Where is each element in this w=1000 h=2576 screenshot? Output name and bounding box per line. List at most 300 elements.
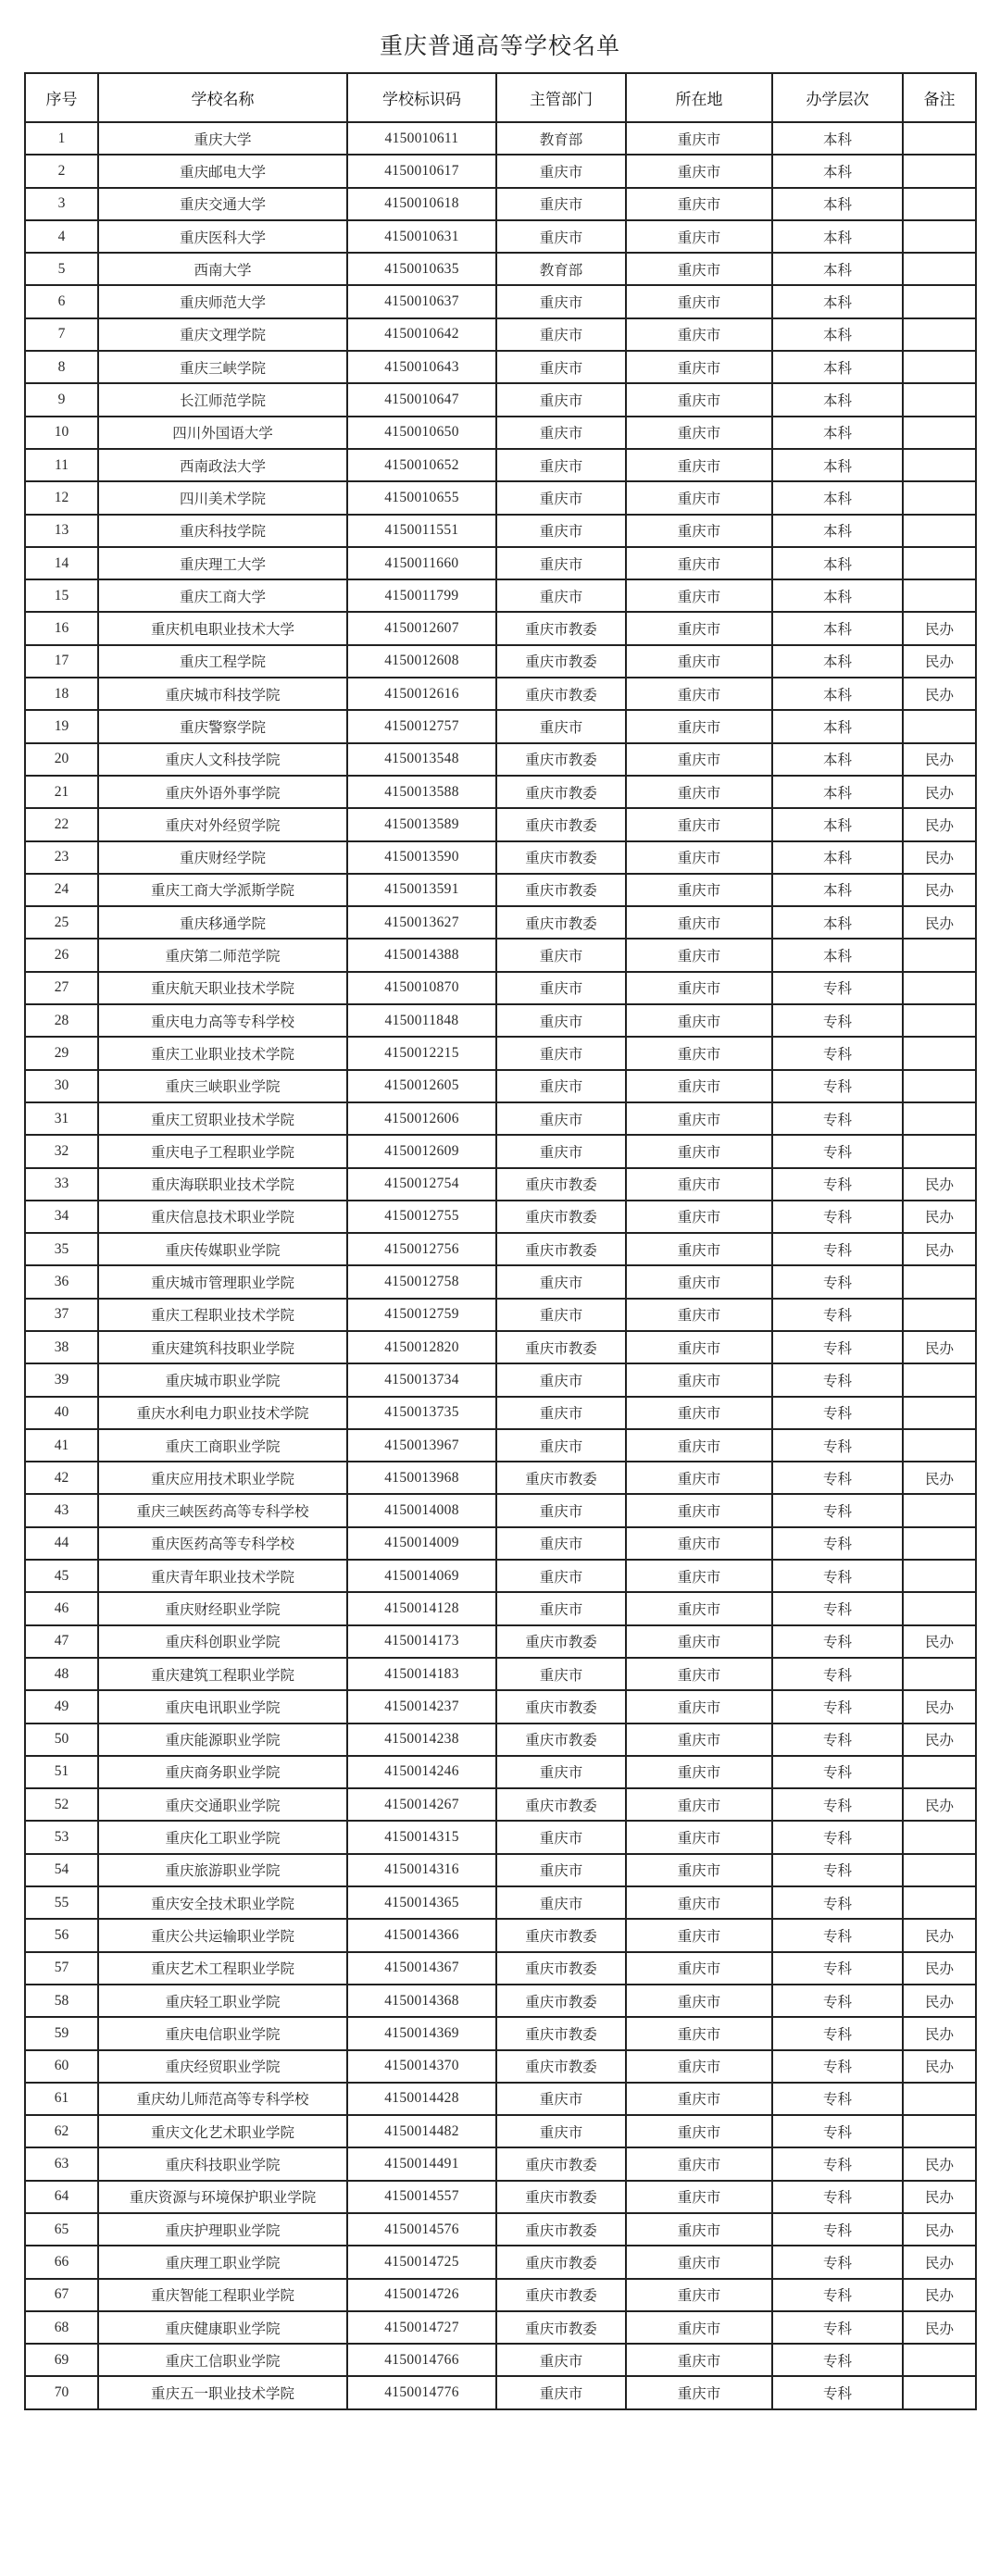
table-row bbox=[25, 1952, 976, 1985]
cell-index: 5 bbox=[25, 253, 98, 285]
cell-remarks: 民办 bbox=[903, 2246, 976, 2278]
cell-remarks bbox=[903, 1494, 976, 1526]
cell-remarks bbox=[903, 1004, 976, 1037]
cell-department: 教育部 bbox=[496, 253, 626, 285]
cell-level: 专科 bbox=[772, 1985, 903, 2017]
table-row bbox=[25, 2376, 976, 2408]
cell-school-code: 4150014315 bbox=[347, 1821, 496, 1853]
cell-school-code: 4150010655 bbox=[347, 481, 496, 514]
cell-school-code: 4150010647 bbox=[347, 383, 496, 416]
cell-index: 55 bbox=[25, 1886, 98, 1919]
cell-school-code: 4150013589 bbox=[347, 808, 496, 840]
cell-remarks bbox=[903, 710, 976, 742]
cell-location: 重庆市 bbox=[626, 285, 772, 317]
cell-index: 16 bbox=[25, 612, 98, 644]
cell-school-code: 4150014491 bbox=[347, 2147, 496, 2180]
table-row bbox=[25, 155, 976, 187]
cell-department: 重庆市教委 bbox=[496, 1462, 626, 1494]
cell-level: 专科 bbox=[772, 1886, 903, 1919]
cell-index: 50 bbox=[25, 1724, 98, 1756]
cell-department: 重庆市教委 bbox=[496, 1788, 626, 1821]
table-row bbox=[25, 1429, 976, 1462]
cell-level: 专科 bbox=[772, 1494, 903, 1526]
table-header-row bbox=[25, 73, 976, 122]
cell-department: 重庆市教委 bbox=[496, 2213, 626, 2246]
table-row bbox=[25, 1756, 976, 1788]
cell-department: 重庆市 bbox=[496, 417, 626, 449]
cell-level: 本科 bbox=[772, 417, 903, 449]
cell-remarks: 民办 bbox=[903, 2017, 976, 2049]
cell-school-code: 4150012605 bbox=[347, 1070, 496, 1102]
cell-level: 本科 bbox=[772, 285, 903, 317]
cell-index: 63 bbox=[25, 2147, 98, 2180]
cell-level: 专科 bbox=[772, 1658, 903, 1690]
cell-school-code: 4150014725 bbox=[347, 2246, 496, 2278]
cell-school-name: 重庆文化艺术职业学院 bbox=[98, 2115, 347, 2147]
cell-school-name: 重庆大学 bbox=[98, 122, 347, 155]
cell-school-name: 重庆外语外事学院 bbox=[98, 776, 347, 808]
cell-level: 专科 bbox=[772, 2017, 903, 2049]
cell-department: 重庆市 bbox=[496, 318, 626, 351]
cell-department: 重庆市 bbox=[496, 1004, 626, 1037]
cell-department: 重庆市教委 bbox=[496, 776, 626, 808]
cell-school-code: 4150014369 bbox=[347, 2017, 496, 2049]
cell-school-code: 4150010637 bbox=[347, 285, 496, 317]
cell-index: 12 bbox=[25, 481, 98, 514]
cell-remarks bbox=[903, 972, 976, 1004]
cell-school-name: 重庆能源职业学院 bbox=[98, 1724, 347, 1756]
cell-department: 重庆市 bbox=[496, 515, 626, 547]
cell-department: 重庆市教委 bbox=[496, 2181, 626, 2213]
cell-index: 1 bbox=[25, 122, 98, 155]
table-row bbox=[25, 1004, 976, 1037]
cell-location: 重庆市 bbox=[626, 1592, 772, 1624]
header-department: 主管部门 bbox=[496, 73, 626, 122]
cell-level: 本科 bbox=[772, 253, 903, 285]
cell-index: 60 bbox=[25, 2050, 98, 2083]
cell-index: 9 bbox=[25, 383, 98, 416]
cell-index: 39 bbox=[25, 1363, 98, 1396]
cell-school-code: 4150013734 bbox=[347, 1363, 496, 1396]
cell-school-name: 重庆邮电大学 bbox=[98, 155, 347, 187]
cell-school-code: 4150010617 bbox=[347, 155, 496, 187]
cell-school-code: 4150012757 bbox=[347, 710, 496, 742]
cell-index: 4 bbox=[25, 220, 98, 253]
cell-index: 28 bbox=[25, 1004, 98, 1037]
table-row bbox=[25, 2213, 976, 2246]
cell-remarks bbox=[903, 2115, 976, 2147]
cell-level: 专科 bbox=[772, 1821, 903, 1853]
cell-school-code: 4150012820 bbox=[347, 1331, 496, 1363]
cell-level: 本科 bbox=[772, 612, 903, 644]
cell-school-code: 4150013627 bbox=[347, 906, 496, 939]
cell-level: 专科 bbox=[772, 1168, 903, 1201]
cell-remarks bbox=[903, 449, 976, 481]
cell-level: 专科 bbox=[772, 1756, 903, 1788]
cell-index: 6 bbox=[25, 285, 98, 317]
table-row bbox=[25, 2147, 976, 2180]
cell-index: 27 bbox=[25, 972, 98, 1004]
cell-level: 专科 bbox=[772, 2083, 903, 2115]
cell-level: 专科 bbox=[772, 1690, 903, 1723]
cell-school-name: 重庆科创职业学院 bbox=[98, 1625, 347, 1658]
table-row bbox=[25, 1592, 976, 1624]
cell-department: 重庆市 bbox=[496, 1756, 626, 1788]
cell-school-code: 4150011660 bbox=[347, 547, 496, 579]
cell-school-code: 4150012759 bbox=[347, 1299, 496, 1331]
cell-index: 61 bbox=[25, 2083, 98, 2115]
cell-school-name: 重庆三峡医药高等专科学校 bbox=[98, 1494, 347, 1526]
cell-remarks bbox=[903, 1135, 976, 1167]
table-row bbox=[25, 2181, 976, 2213]
cell-remarks: 民办 bbox=[903, 874, 976, 906]
cell-level: 专科 bbox=[772, 1527, 903, 1560]
table-row bbox=[25, 1658, 976, 1690]
table-row bbox=[25, 2083, 976, 2115]
cell-department: 重庆市 bbox=[496, 155, 626, 187]
cell-school-name: 西南大学 bbox=[98, 253, 347, 285]
cell-index: 35 bbox=[25, 1233, 98, 1265]
cell-school-name: 重庆三峡职业学院 bbox=[98, 1070, 347, 1102]
cell-level: 专科 bbox=[772, 1625, 903, 1658]
cell-level: 专科 bbox=[772, 1724, 903, 1756]
cell-department: 重庆市 bbox=[496, 1265, 626, 1298]
cell-remarks bbox=[903, 188, 976, 220]
cell-school-code: 4150014428 bbox=[347, 2083, 496, 2115]
cell-remarks: 民办 bbox=[903, 1788, 976, 1821]
cell-department: 重庆市教委 bbox=[496, 1168, 626, 1201]
cell-department: 重庆市教委 bbox=[496, 1952, 626, 1985]
cell-location: 重庆市 bbox=[626, 1788, 772, 1821]
cell-location: 重庆市 bbox=[626, 1429, 772, 1462]
cell-location: 重庆市 bbox=[626, 1985, 772, 2017]
cell-school-name: 重庆艺术工程职业学院 bbox=[98, 1952, 347, 1985]
document-title: 重庆普通高等学校名单 bbox=[379, 32, 620, 59]
cell-index: 29 bbox=[25, 1037, 98, 1069]
cell-index: 38 bbox=[25, 1331, 98, 1363]
cell-school-code: 4150014557 bbox=[347, 2181, 496, 2213]
cell-school-code: 4150010618 bbox=[347, 188, 496, 220]
cell-remarks bbox=[903, 2376, 976, 2408]
cell-department: 重庆市 bbox=[496, 220, 626, 253]
cell-remarks: 民办 bbox=[903, 1724, 976, 1756]
cell-department: 重庆市教委 bbox=[496, 808, 626, 840]
cell-school-code: 4150010652 bbox=[347, 449, 496, 481]
cell-level: 本科 bbox=[772, 383, 903, 416]
cell-department: 重庆市 bbox=[496, 1363, 626, 1396]
table-row bbox=[25, 220, 976, 253]
cell-index: 70 bbox=[25, 2376, 98, 2408]
cell-department: 重庆市 bbox=[496, 351, 626, 383]
cell-remarks bbox=[903, 1037, 976, 1069]
cell-school-name: 重庆商务职业学院 bbox=[98, 1756, 347, 1788]
cell-remarks: 民办 bbox=[903, 2050, 976, 2083]
cell-school-name: 重庆建筑科技职业学院 bbox=[98, 1331, 347, 1363]
cell-location: 重庆市 bbox=[626, 2050, 772, 2083]
cell-location: 重庆市 bbox=[626, 2181, 772, 2213]
cell-location: 重庆市 bbox=[626, 220, 772, 253]
cell-remarks: 民办 bbox=[903, 1952, 976, 1985]
cell-remarks: 民办 bbox=[903, 906, 976, 939]
cell-level: 专科 bbox=[772, 1331, 903, 1363]
cell-school-name: 重庆电子工程职业学院 bbox=[98, 1135, 347, 1167]
cell-remarks: 民办 bbox=[903, 1168, 976, 1201]
cell-school-code: 4150012607 bbox=[347, 612, 496, 644]
cell-school-code: 4150014370 bbox=[347, 2050, 496, 2083]
cell-school-code: 4150014367 bbox=[347, 1952, 496, 1985]
cell-school-code: 4150013735 bbox=[347, 1397, 496, 1429]
cell-level: 专科 bbox=[772, 2115, 903, 2147]
cell-index: 59 bbox=[25, 2017, 98, 2049]
cell-school-code: 4150014776 bbox=[347, 2376, 496, 2408]
table-row bbox=[25, 188, 976, 220]
table-row bbox=[25, 1037, 976, 1069]
cell-school-name: 重庆理工职业学院 bbox=[98, 2246, 347, 2278]
cell-location: 重庆市 bbox=[626, 1494, 772, 1526]
cell-school-name: 重庆幼儿师范高等专科学校 bbox=[98, 2083, 347, 2115]
cell-school-code: 4150012616 bbox=[347, 678, 496, 710]
cell-school-code: 4150010643 bbox=[347, 351, 496, 383]
table-row bbox=[25, 1821, 976, 1853]
cell-department: 重庆市教委 bbox=[496, 2050, 626, 2083]
cell-level: 专科 bbox=[772, 1788, 903, 1821]
cell-school-name: 重庆电讯职业学院 bbox=[98, 1690, 347, 1723]
cell-remarks: 民办 bbox=[903, 1201, 976, 1233]
table-row bbox=[25, 1397, 976, 1429]
cell-location: 重庆市 bbox=[626, 1821, 772, 1853]
cell-level: 本科 bbox=[772, 645, 903, 678]
cell-index: 62 bbox=[25, 2115, 98, 2147]
cell-school-code: 4150010870 bbox=[347, 972, 496, 1004]
cell-index: 23 bbox=[25, 841, 98, 874]
cell-index: 40 bbox=[25, 1397, 98, 1429]
cell-department: 重庆市 bbox=[496, 2115, 626, 2147]
table-row bbox=[25, 612, 976, 644]
table-row bbox=[25, 776, 976, 808]
cell-location: 重庆市 bbox=[626, 2344, 772, 2376]
cell-school-code: 4150012609 bbox=[347, 1135, 496, 1167]
table-row bbox=[25, 1724, 976, 1756]
table-row bbox=[25, 1168, 976, 1201]
cell-level: 本科 bbox=[772, 351, 903, 383]
cell-school-name: 重庆工商大学派斯学院 bbox=[98, 874, 347, 906]
cell-level: 专科 bbox=[772, 2147, 903, 2180]
cell-school-name: 重庆机电职业技术大学 bbox=[98, 612, 347, 644]
cell-level: 本科 bbox=[772, 547, 903, 579]
cell-school-name: 重庆移通学院 bbox=[98, 906, 347, 939]
cell-school-code: 4150014128 bbox=[347, 1592, 496, 1624]
cell-school-code: 4150010611 bbox=[347, 122, 496, 155]
cell-school-code: 4150014173 bbox=[347, 1625, 496, 1658]
cell-remarks bbox=[903, 253, 976, 285]
cell-department: 重庆市 bbox=[496, 285, 626, 317]
cell-school-name: 四川美术学院 bbox=[98, 481, 347, 514]
cell-remarks bbox=[903, 155, 976, 187]
cell-level: 本科 bbox=[772, 743, 903, 776]
table-row bbox=[25, 906, 976, 939]
cell-index: 7 bbox=[25, 318, 98, 351]
cell-location: 重庆市 bbox=[626, 972, 772, 1004]
cell-remarks bbox=[903, 547, 976, 579]
cell-school-name: 重庆信息技术职业学院 bbox=[98, 1201, 347, 1233]
cell-location: 重庆市 bbox=[626, 1397, 772, 1429]
cell-index: 69 bbox=[25, 2344, 98, 2376]
cell-location: 重庆市 bbox=[626, 2311, 772, 2344]
cell-department: 重庆市 bbox=[496, 481, 626, 514]
cell-index: 33 bbox=[25, 1168, 98, 1201]
cell-school-name: 重庆建筑工程职业学院 bbox=[98, 1658, 347, 1690]
table-row bbox=[25, 481, 976, 514]
cell-level: 专科 bbox=[772, 2311, 903, 2344]
cell-school-name: 重庆水利电力职业技术学院 bbox=[98, 1397, 347, 1429]
cell-location: 重庆市 bbox=[626, 2246, 772, 2278]
cell-department: 重庆市 bbox=[496, 2083, 626, 2115]
cell-index: 24 bbox=[25, 874, 98, 906]
cell-school-code: 4150014267 bbox=[347, 1788, 496, 1821]
cell-department: 重庆市 bbox=[496, 1592, 626, 1624]
cell-level: 本科 bbox=[772, 515, 903, 547]
cell-level: 专科 bbox=[772, 2376, 903, 2408]
cell-location: 重庆市 bbox=[626, 318, 772, 351]
cell-school-name: 重庆轻工职业学院 bbox=[98, 1985, 347, 2017]
cell-level: 本科 bbox=[772, 155, 903, 187]
cell-department: 重庆市教委 bbox=[496, 743, 626, 776]
cell-department: 重庆市 bbox=[496, 1397, 626, 1429]
table-row bbox=[25, 1462, 976, 1494]
cell-department: 重庆市 bbox=[496, 1854, 626, 1886]
cell-location: 重庆市 bbox=[626, 743, 772, 776]
cell-school-name: 重庆五一职业技术学院 bbox=[98, 2376, 347, 2408]
cell-level: 本科 bbox=[772, 808, 903, 840]
cell-school-name: 重庆工商大学 bbox=[98, 579, 347, 612]
cell-location: 重庆市 bbox=[626, 1265, 772, 1298]
cell-location: 重庆市 bbox=[626, 1363, 772, 1396]
table-row bbox=[25, 351, 976, 383]
cell-school-name: 重庆科技职业学院 bbox=[98, 2147, 347, 2180]
table-row bbox=[25, 841, 976, 874]
cell-level: 本科 bbox=[772, 481, 903, 514]
cell-location: 重庆市 bbox=[626, 417, 772, 449]
cell-school-code: 4150014316 bbox=[347, 1854, 496, 1886]
cell-level: 本科 bbox=[772, 579, 903, 612]
cell-level: 专科 bbox=[772, 1037, 903, 1069]
cell-school-name: 重庆医药高等专科学校 bbox=[98, 1527, 347, 1560]
cell-remarks bbox=[903, 1592, 976, 1624]
cell-location: 重庆市 bbox=[626, 1004, 772, 1037]
cell-index: 21 bbox=[25, 776, 98, 808]
cell-department: 重庆市 bbox=[496, 1494, 626, 1526]
cell-index: 48 bbox=[25, 1658, 98, 1690]
cell-level: 专科 bbox=[772, 1102, 903, 1135]
cell-remarks: 民办 bbox=[903, 743, 976, 776]
cell-remarks bbox=[903, 1102, 976, 1135]
table-row bbox=[25, 417, 976, 449]
cell-department: 重庆市教委 bbox=[496, 874, 626, 906]
cell-location: 重庆市 bbox=[626, 547, 772, 579]
cell-location: 重庆市 bbox=[626, 678, 772, 710]
cell-remarks bbox=[903, 1886, 976, 1919]
cell-index: 30 bbox=[25, 1070, 98, 1102]
cell-location: 重庆市 bbox=[626, 1037, 772, 1069]
cell-level: 本科 bbox=[772, 841, 903, 874]
cell-department: 重庆市教委 bbox=[496, 645, 626, 678]
cell-level: 专科 bbox=[772, 2279, 903, 2311]
cell-level: 专科 bbox=[772, 1363, 903, 1396]
cell-department: 重庆市 bbox=[496, 383, 626, 416]
header-level: 办学层次 bbox=[772, 73, 903, 122]
cell-school-code: 4150013968 bbox=[347, 1462, 496, 1494]
table-row bbox=[25, 1201, 976, 1233]
cell-school-name: 重庆警察学院 bbox=[98, 710, 347, 742]
cell-remarks: 民办 bbox=[903, 2213, 976, 2246]
cell-index: 57 bbox=[25, 1952, 98, 1985]
cell-school-code: 4150014368 bbox=[347, 1985, 496, 2017]
cell-index: 58 bbox=[25, 1985, 98, 2017]
cell-school-code: 4150013591 bbox=[347, 874, 496, 906]
cell-school-name: 重庆航天职业技术学院 bbox=[98, 972, 347, 1004]
cell-remarks bbox=[903, 318, 976, 351]
cell-location: 重庆市 bbox=[626, 2017, 772, 2049]
table-row bbox=[25, 1494, 976, 1526]
header-school-code: 学校标识码 bbox=[347, 73, 496, 122]
cell-level: 本科 bbox=[772, 776, 903, 808]
cell-department: 重庆市教委 bbox=[496, 1201, 626, 1233]
cell-school-name: 重庆电信职业学院 bbox=[98, 2017, 347, 2049]
cell-school-name: 重庆财经职业学院 bbox=[98, 1592, 347, 1624]
cell-location: 重庆市 bbox=[626, 1854, 772, 1886]
cell-remarks bbox=[903, 939, 976, 971]
cell-index: 22 bbox=[25, 808, 98, 840]
cell-department: 重庆市 bbox=[496, 547, 626, 579]
table-row bbox=[25, 2115, 976, 2147]
table-row bbox=[25, 874, 976, 906]
cell-school-name: 重庆交通职业学院 bbox=[98, 1788, 347, 1821]
cell-index: 53 bbox=[25, 1821, 98, 1853]
table-row bbox=[25, 1854, 976, 1886]
cell-department: 重庆市 bbox=[496, 1560, 626, 1592]
table-row bbox=[25, 2050, 976, 2083]
cell-level: 本科 bbox=[772, 710, 903, 742]
table-row bbox=[25, 1985, 976, 2017]
cell-remarks: 民办 bbox=[903, 841, 976, 874]
cell-remarks bbox=[903, 579, 976, 612]
cell-remarks: 民办 bbox=[903, 678, 976, 710]
cell-level: 专科 bbox=[772, 1952, 903, 1985]
cell-department: 重庆市教委 bbox=[496, 2311, 626, 2344]
cell-department: 重庆市 bbox=[496, 1102, 626, 1135]
cell-school-name: 重庆海联职业技术学院 bbox=[98, 1168, 347, 1201]
cell-location: 重庆市 bbox=[626, 383, 772, 416]
cell-location: 重庆市 bbox=[626, 1168, 772, 1201]
cell-remarks bbox=[903, 1299, 976, 1331]
cell-level: 专科 bbox=[772, 1560, 903, 1592]
table-row bbox=[25, 1233, 976, 1265]
cell-department: 重庆市教委 bbox=[496, 841, 626, 874]
cell-department: 重庆市 bbox=[496, 1070, 626, 1102]
cell-location: 重庆市 bbox=[626, 1135, 772, 1167]
cell-school-name: 重庆城市职业学院 bbox=[98, 1363, 347, 1396]
cell-school-code: 4150014366 bbox=[347, 1919, 496, 1951]
cell-index: 15 bbox=[25, 579, 98, 612]
cell-remarks bbox=[903, 417, 976, 449]
cell-department: 重庆市 bbox=[496, 579, 626, 612]
cell-index: 49 bbox=[25, 1690, 98, 1723]
cell-school-code: 4150014388 bbox=[347, 939, 496, 971]
cell-remarks bbox=[903, 383, 976, 416]
table-row bbox=[25, 678, 976, 710]
header-school-name: 学校名称 bbox=[98, 73, 347, 122]
cell-location: 重庆市 bbox=[626, 808, 772, 840]
